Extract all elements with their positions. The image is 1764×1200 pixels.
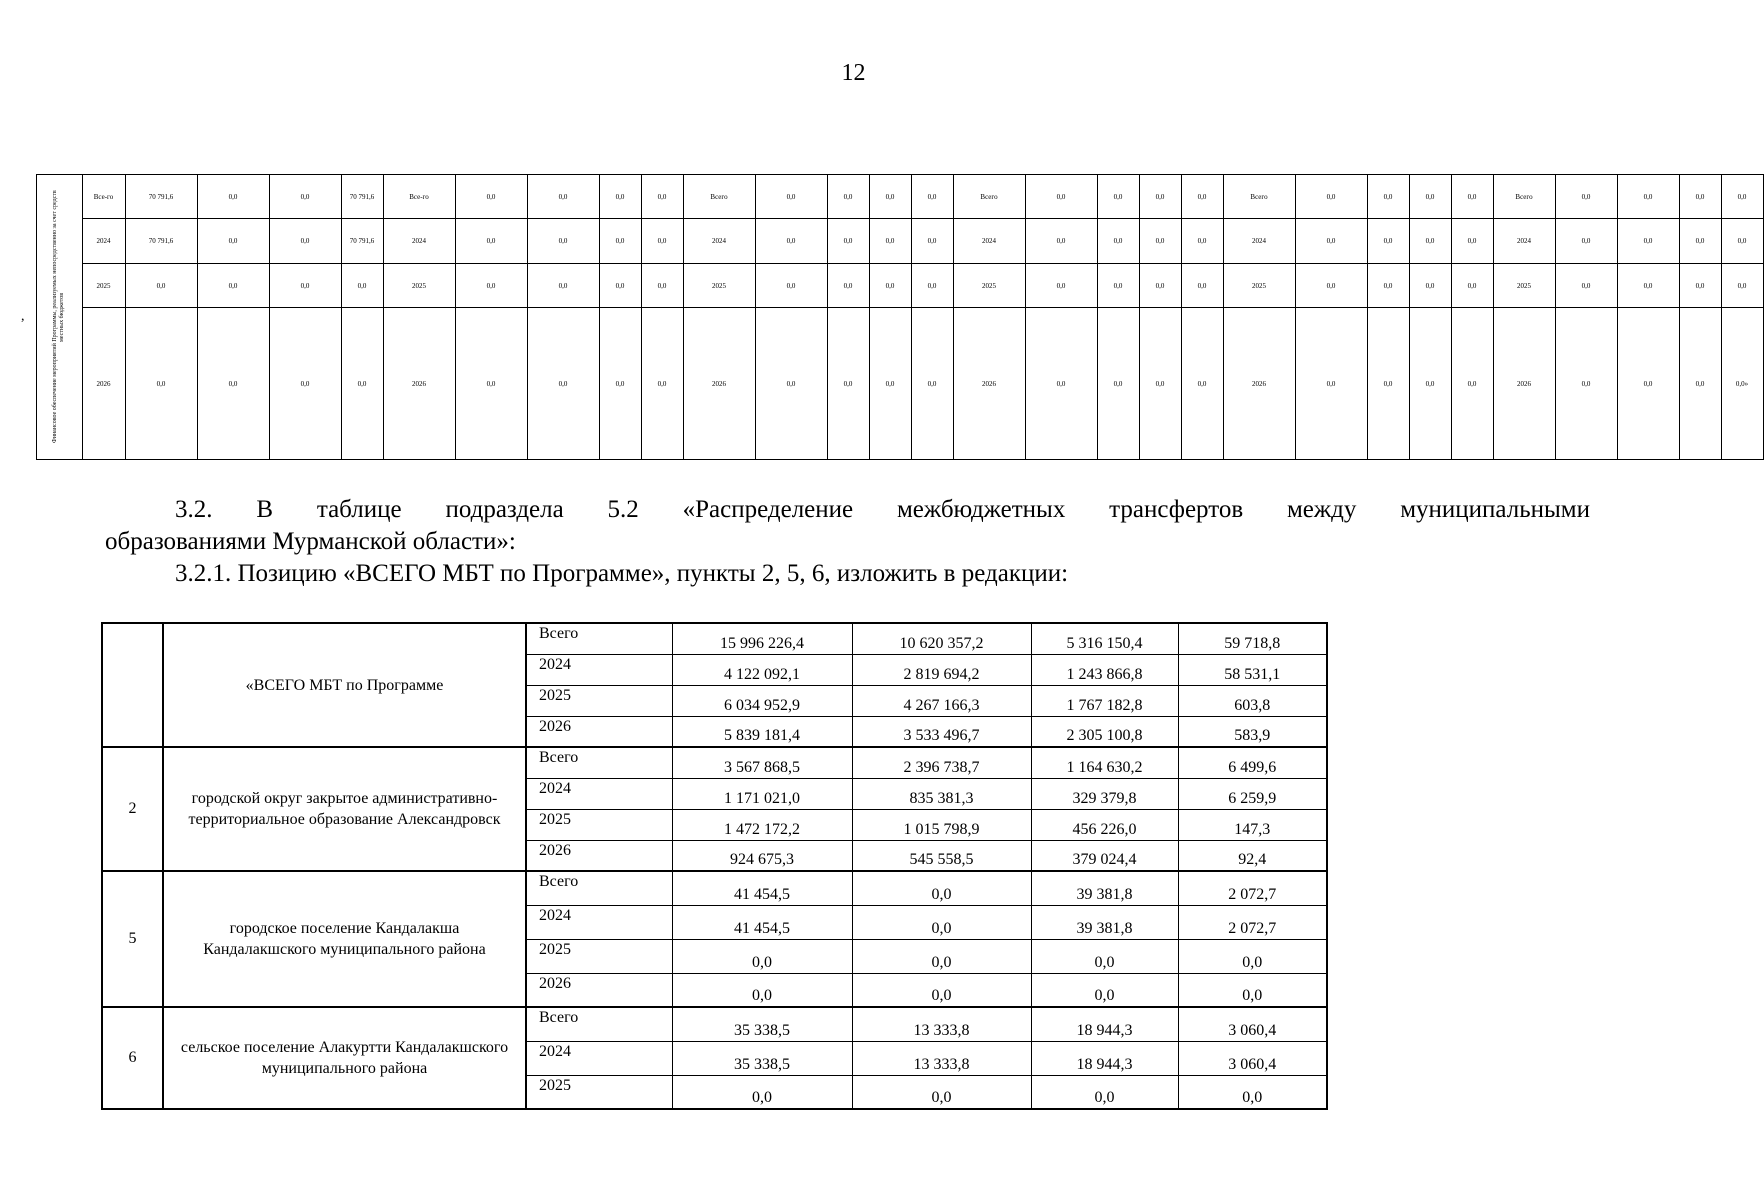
amount-cell: 3 567 868,5 [672, 747, 852, 778]
amount-cell: 4 122 092,1 [672, 654, 852, 685]
amount-cell: 603,8 [1178, 685, 1327, 716]
amount-cell: 2 396 738,7 [852, 747, 1031, 778]
amount-cell: 147,3 [1178, 809, 1327, 840]
top-table-cell: 0,0 [1025, 263, 1097, 307]
top-table-cell: 0,0 [1679, 263, 1721, 307]
year-cell: 2024 [526, 778, 672, 809]
municipality-name: «ВСЕГО МБТ по Программе [163, 623, 526, 747]
top-table-cell: 0,0 [527, 263, 599, 307]
amount-cell: 58 531,1 [1178, 654, 1327, 685]
top-table-cell: 0,0 [869, 308, 911, 460]
top-table-cell: 0,0 [125, 263, 197, 307]
year-cell: 2025 [526, 685, 672, 716]
top-table-cell: 2024 [1223, 219, 1295, 263]
top-table-cell: 0,0 [869, 219, 911, 263]
amount-cell: 456 226,0 [1031, 809, 1178, 840]
amount-cell: 13 333,8 [852, 1007, 1031, 1041]
top-table-row [10, 263, 1763, 307]
top-table-cell: 0,0 [869, 175, 911, 219]
top-table-cell: 0,0 [641, 219, 683, 263]
top-table-cell: 0,0 [1097, 175, 1139, 219]
amount-cell: 0,0 [1031, 1075, 1178, 1109]
top-table-cell: 0,0 [527, 175, 599, 219]
top-table-cell: Всего [1223, 175, 1295, 219]
mbt-row [102, 871, 1327, 905]
top-table-cell: 0,0 [455, 175, 527, 219]
top-table-cell: 0,0 [125, 308, 197, 460]
top-table-cell: 2026 [953, 308, 1025, 460]
amount-cell: 2 819 694,2 [852, 654, 1031, 685]
row-mark: , [21, 309, 25, 324]
top-table-cell: 2026 [383, 308, 455, 460]
top-table-cell: 0,0 [641, 175, 683, 219]
top-table-cell: 0,0 [1617, 308, 1679, 460]
top-table-cell: 2025 [1223, 263, 1295, 307]
page-number: 12 [841, 60, 866, 86]
top-table-cell: 0,0 [1721, 175, 1763, 219]
top-table-cell: 2024 [953, 219, 1025, 263]
top-table-cell: 0,0 [1721, 263, 1763, 307]
amount-cell: 583,9 [1178, 716, 1327, 747]
top-table-cell: 0,0 [1367, 308, 1409, 460]
amount-cell: 59 718,8 [1178, 623, 1327, 654]
amount-cell: 329 379,8 [1031, 778, 1178, 809]
top-table-cell: 0,0 [1295, 263, 1367, 307]
mbt-distribution-table [101, 622, 1328, 1110]
top-table-cell: 0,0 [827, 263, 869, 307]
amount-cell: 3 060,4 [1178, 1007, 1327, 1041]
top-table-cell: 0,0 [1139, 175, 1181, 219]
top-table-cell: 0,0 [1097, 219, 1139, 263]
amount-cell: 6 259,9 [1178, 778, 1327, 809]
top-table-cell: 2024 [683, 219, 755, 263]
top-table-cell: 0,0 [1025, 308, 1097, 460]
top-table-cell: 0,0 [827, 308, 869, 460]
top-table-cell: 2026 [1223, 308, 1295, 460]
top-table-cell: 2024 [383, 219, 455, 263]
paragraph-3-2-1: 3.2.1. Позицию «ВСЕГО МБТ по Программе», пункты 2, 5, 6, изложить в редакции: [175, 560, 1069, 587]
top-table-cell: 0,0 [197, 175, 269, 219]
top-table-cell: 0,0 [1555, 175, 1617, 219]
amount-cell: 1 171 021,0 [672, 778, 852, 809]
top-table-cell: Всего [1493, 175, 1555, 219]
top-table-row [10, 308, 1763, 460]
top-table-cell: 0,0 [1367, 175, 1409, 219]
top-table-cell: 0,0 [1295, 308, 1367, 460]
amount-cell: 0,0 [672, 973, 852, 1007]
top-table-cell: 0,0 [599, 308, 641, 460]
amount-cell: 1 472 172,2 [672, 809, 852, 840]
top-table-cell: 70 791,6 [341, 175, 383, 219]
amount-cell: 39 381,8 [1031, 871, 1178, 905]
amount-cell: 35 338,5 [672, 1007, 852, 1041]
amount-cell: 1 015 798,9 [852, 809, 1031, 840]
amount-cell: 835 381,3 [852, 778, 1031, 809]
top-table-cell: 0,0 [1451, 175, 1493, 219]
top-table-cell: 2026 [82, 308, 125, 460]
top-table-cell: 0,0 [1679, 219, 1721, 263]
amount-cell: 0,0 [852, 905, 1031, 939]
amount-cell: 15 996 226,4 [672, 623, 852, 654]
year-cell: 2024 [526, 905, 672, 939]
top-table-cell: 0,0 [1617, 175, 1679, 219]
top-table-cell: 0,0 [1295, 175, 1367, 219]
top-table-cell: 0,0 [641, 308, 683, 460]
top-table-cell: 0,0 [869, 263, 911, 307]
municipality-name: городской округ закрытое административно-территориальное образование Александровск [163, 747, 526, 871]
top-table-cell: 0,0 [755, 308, 827, 460]
mbt-row [102, 623, 1327, 654]
top-table-cell: 2025 [1493, 263, 1555, 307]
amount-cell: 1 767 182,8 [1031, 685, 1178, 716]
top-table-cell: 0,0 [341, 308, 383, 460]
top-table-cell: 2026 [1493, 308, 1555, 460]
amount-cell: 1 164 630,2 [1031, 747, 1178, 778]
top-table-cell: Всего [683, 175, 755, 219]
amount-cell: 1 243 866,8 [1031, 654, 1178, 685]
amount-cell: 10 620 357,2 [852, 623, 1031, 654]
top-table-cell: 2025 [82, 263, 125, 307]
amount-cell: 13 333,8 [852, 1041, 1031, 1075]
top-table-cell: 0,0 [599, 263, 641, 307]
top-table-cell: 0,0 [1181, 263, 1223, 307]
amount-cell: 3 060,4 [1178, 1041, 1327, 1075]
top-table-cell: 0,0 [1451, 219, 1493, 263]
amount-cell: 18 944,3 [1031, 1007, 1178, 1041]
top-table-cell: 0,0 [1451, 263, 1493, 307]
top-table-cell: 0,0 [1139, 263, 1181, 307]
amount-cell: 924 675,3 [672, 840, 852, 871]
top-table-cell: 0,0 [269, 175, 341, 219]
top-table-cell: 0,0 [641, 263, 683, 307]
amount-cell: 545 558,5 [852, 840, 1031, 871]
mbt-row [102, 747, 1327, 778]
year-cell: Всего [526, 1007, 672, 1041]
amount-cell: 5 839 181,4 [672, 716, 852, 747]
top-table-cell: 0,0 [197, 308, 269, 460]
top-table-cell: 0,0 [1555, 219, 1617, 263]
top-table-cell: 0,0 [911, 308, 953, 460]
top-table-cell: 0,0 [1409, 175, 1451, 219]
amount-cell: 6 034 952,9 [672, 685, 852, 716]
top-table-cell: 0,0 [1679, 175, 1721, 219]
top-table-cell: Всего [953, 175, 1025, 219]
top-table-cell: 0,0 [1555, 308, 1617, 460]
top-financing-table [10, 174, 1749, 460]
top-table-cell: 0,0 [1097, 308, 1139, 460]
top-table-cell: 0,0 [1025, 175, 1097, 219]
top-table-cell: 0,0 [1617, 219, 1679, 263]
year-cell: 2025 [526, 809, 672, 840]
rotated-label: Финансовое обеспечение мероприятий Программы, реализуемых непосредственно за счет средств местных бюджетов [52, 190, 65, 444]
year-cell: Всего [526, 871, 672, 905]
paragraph-3-2-continued: образованиями Мурманской области»: [105, 528, 516, 555]
top-table-cell: 0,0 [1181, 219, 1223, 263]
item-number: 2 [102, 747, 163, 871]
top-table-row [10, 219, 1763, 263]
top-table-cell: 0,0 [1295, 219, 1367, 263]
top-table-cell: 0,0 [1617, 263, 1679, 307]
top-table-cell: 0,0 [1181, 308, 1223, 460]
top-table-cell: 0,0 [1409, 263, 1451, 307]
amount-cell: 18 944,3 [1031, 1041, 1178, 1075]
year-cell: 2026 [526, 716, 672, 747]
amount-cell: 2 305 100,8 [1031, 716, 1178, 747]
amount-cell: 4 267 166,3 [852, 685, 1031, 716]
top-table-cell: 0,0 [827, 175, 869, 219]
amount-cell: 0,0 [1178, 1075, 1327, 1109]
year-cell: 2025 [526, 939, 672, 973]
top-table-cell: 70 791,6 [125, 175, 197, 219]
year-cell: 2026 [526, 840, 672, 871]
municipality-name: городское поселение Кандалакша Кандалакшского муниципального района [163, 871, 526, 1007]
top-table-cell: 0,0 [527, 308, 599, 460]
paragraph-3-2: 3.2. В таблице подраздела 5.2 «Распределение межбюджетных трансфертов между муниципальными [175, 496, 1590, 523]
top-table-cell: 0,0 [599, 175, 641, 219]
amount-cell: 0,0 [672, 1075, 852, 1109]
top-table-cell: 2025 [383, 263, 455, 307]
top-table-cell: 0,0 [1367, 219, 1409, 263]
top-table-cell: 0,0 [599, 219, 641, 263]
top-table-cell: 0,0 [1679, 308, 1721, 460]
top-table-cell: 0,0 [1409, 219, 1451, 263]
amount-cell: 0,0 [1031, 939, 1178, 973]
top-table-cell: 2026 [683, 308, 755, 460]
mbt-row [102, 1007, 1327, 1041]
year-cell: 2024 [526, 1041, 672, 1075]
amount-cell: 0,0 [672, 939, 852, 973]
amount-cell: 0,0 [1178, 973, 1327, 1007]
amount-cell: 41 454,5 [672, 871, 852, 905]
item-number: 6 [102, 1007, 163, 1109]
amount-cell: 0,0 [852, 939, 1031, 973]
amount-cell: 35 338,5 [672, 1041, 852, 1075]
top-table-cell: Все-го [383, 175, 455, 219]
top-table-cell: 70 791,6 [125, 219, 197, 263]
top-table-cell: 0,0 [197, 263, 269, 307]
top-table-cell: 0,0 [455, 308, 527, 460]
top-table-cell: 0,0 [1025, 219, 1097, 263]
amount-cell: 41 454,5 [672, 905, 852, 939]
amount-cell: 92,4 [1178, 840, 1327, 871]
top-table-cell: 0,0 [455, 219, 527, 263]
top-table-cell: 0,0 [269, 263, 341, 307]
top-table-cell: 0,0 [827, 219, 869, 263]
year-cell: Всего [526, 623, 672, 654]
top-table-cell: 0,0 [341, 263, 383, 307]
top-table-cell: 0,0 [911, 263, 953, 307]
amount-cell: 0,0 [852, 1075, 1031, 1109]
top-table-cell: 0,0 [755, 219, 827, 263]
year-cell: Всего [526, 747, 672, 778]
top-table-cell: 0,0 [269, 219, 341, 263]
top-table-cell: 2024 [1493, 219, 1555, 263]
top-table-cell: 0,0 [911, 219, 953, 263]
year-cell: 2025 [526, 1075, 672, 1109]
top-table-cell: 0,0 [1097, 263, 1139, 307]
top-table-cell: 0,0 [755, 263, 827, 307]
top-table-cell: 2024 [82, 219, 125, 263]
top-table-cell: 0,0 [1451, 308, 1493, 460]
amount-cell: 6 499,6 [1178, 747, 1327, 778]
top-table-cell: 2025 [683, 263, 755, 307]
top-table-cell: 0,0 [1555, 263, 1617, 307]
year-cell: 2024 [526, 654, 672, 685]
top-table-cell: 0,0 [197, 219, 269, 263]
top-table-cell: 0,0 [269, 308, 341, 460]
amount-cell: 3 533 496,7 [852, 716, 1031, 747]
amount-cell: 2 072,7 [1178, 905, 1327, 939]
top-table-cell: 0,0 [1367, 263, 1409, 307]
top-table-cell: 0,0 [1721, 219, 1763, 263]
amount-cell: 0,0 [1031, 973, 1178, 1007]
amount-cell: 379 024,4 [1031, 840, 1178, 871]
top-table-cell: 70 791,6 [341, 219, 383, 263]
top-table-cell: Все-го [82, 175, 125, 219]
top-table-cell: 0,0 [1181, 175, 1223, 219]
top-table-row [10, 175, 1763, 219]
item-number: 5 [102, 871, 163, 1007]
item-number [102, 623, 163, 747]
top-table-cell: 0,0 [1409, 308, 1451, 460]
year-cell: 2026 [526, 973, 672, 1007]
top-table-cell: 0,0 [455, 263, 527, 307]
top-table-cell: 2025 [953, 263, 1025, 307]
top-table-cell: 0,0 [1139, 219, 1181, 263]
top-table-cell: 0,0» [1721, 308, 1763, 460]
amount-cell: 5 316 150,4 [1031, 623, 1178, 654]
amount-cell: 2 072,7 [1178, 871, 1327, 905]
municipality-name: сельское поселение Алакуртти Кандалакшского муниципального района [163, 1007, 526, 1109]
top-table-cell: 0,0 [911, 175, 953, 219]
amount-cell: 39 381,8 [1031, 905, 1178, 939]
top-table-cell: 0,0 [1139, 308, 1181, 460]
amount-cell: 0,0 [1178, 939, 1327, 973]
top-table-cell: 0,0 [527, 219, 599, 263]
top-table-cell: 0,0 [755, 175, 827, 219]
rotated-label-cell [36, 175, 82, 460]
amount-cell: 0,0 [852, 871, 1031, 905]
amount-cell: 0,0 [852, 973, 1031, 1007]
